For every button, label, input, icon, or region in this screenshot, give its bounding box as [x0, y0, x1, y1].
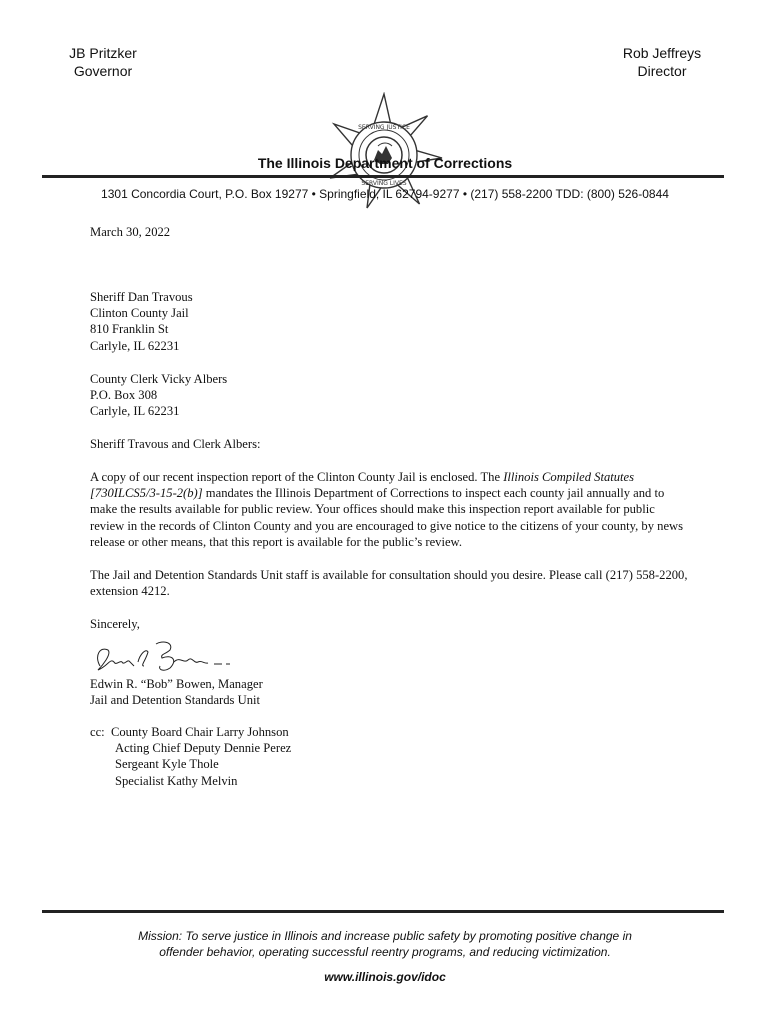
director-title: Director: [637, 63, 687, 79]
cc-label: cc:: [90, 725, 105, 739]
recipient-sheriff: [90, 289, 690, 354]
letter-date: March 30, 2022: [90, 225, 171, 239]
signature-block: [90, 676, 690, 708]
department-title: The Illinois Department of Corrections: [257, 155, 513, 171]
director-name: Rob Jeffreys: [622, 45, 702, 61]
seal-text-top: SERVING JUSTICE: [358, 124, 410, 131]
governor-title: Governor: [73, 63, 133, 79]
cc-recipient: Acting Chief Deputy Dennie Perez: [115, 741, 292, 756]
cc-list: [90, 724, 690, 789]
address-line: Clinton County Jail: [90, 306, 189, 321]
paragraph-1-rest: mandates the Illinois Department of Corrections to inspect each county jail annually and to make the results available for public review. Your offices should make this inspection report available for public review in the records of Clinton County and you are encouraged to give notice to the citizens of your county, by news release or other means, that this report is available for the public’s review.: [90, 486, 684, 549]
recipient-clerk: [90, 371, 690, 420]
director-block: [612, 44, 712, 80]
address-line: Carlyle, IL 62231: [90, 404, 180, 419]
department-address: 1301 Concordia Court, P.O. Box 19277 • Springfield, IL 62794-9277 • (217) 558-2200 TDD: (800) 526-0844: [101, 187, 669, 201]
paragraph-2: The Jail and Detention Standards Unit staff is available for consultation should you desire. Please call (217) 558-2200, extension 4212.: [90, 568, 688, 599]
signer-name: Edwin R. “Bob” Bowen, Manager: [90, 677, 263, 691]
statute-citation: Illinois Compiled Statutes [730ILCS5/3-15-2(b)]: [90, 470, 635, 501]
footer-divider: [42, 910, 724, 913]
website-link[interactable]: www.illinois.gov/idoc: [324, 970, 446, 984]
salutation: Sheriff Travous and Clerk Albers:: [90, 437, 261, 451]
address-line: 810 Franklin St: [90, 322, 169, 337]
mission-statement: [0, 928, 770, 960]
cc-recipient: Specialist Kathy Melvin: [115, 773, 238, 788]
address-line: P.O. Box 308: [90, 388, 158, 403]
paragraph-1-start: A copy of our recent inspection report of the Clinton County Jail is enclosed. The: [90, 470, 504, 484]
paragraph-1: [90, 469, 690, 550]
handwritten-signature: [90, 636, 250, 676]
mission-line: offender behavior, operating successful reentry programs, and reducing victimization.: [159, 945, 611, 959]
address-line: Sheriff Dan Travous: [90, 290, 193, 304]
closing: Sincerely,: [90, 617, 140, 631]
governor-name: JB Pritzker: [69, 45, 137, 61]
header-divider: [42, 175, 724, 178]
governor-block: [62, 44, 144, 80]
seal-text-bottom: SERVING LIVES: [361, 180, 407, 187]
address-line: County Clerk Vicky Albers: [90, 372, 228, 386]
signer-unit: Jail and Detention Standards Unit: [90, 693, 260, 708]
cc-recipient: Sergeant Kyle Thole: [115, 757, 219, 772]
address-line: Carlyle, IL 62231: [90, 338, 180, 353]
mission-line: Mission: To serve justice in Illinois and increase public safety by promoting positive change in: [138, 929, 632, 943]
cc-recipient: County Board Chair Larry Johnson: [110, 725, 289, 739]
